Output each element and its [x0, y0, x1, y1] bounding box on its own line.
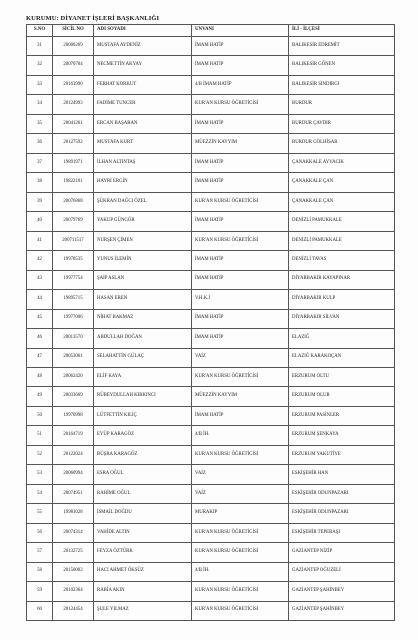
cell-name: ŞÜKRAN DAĞCI ÖZEL	[94, 192, 192, 211]
col-header-name: ADI SOYADI	[94, 25, 192, 37]
cell-sicil: 20070704	[53, 56, 94, 75]
cell-sicil: 20053061	[53, 348, 94, 367]
cell-sicil: 20124993	[53, 95, 94, 114]
cell-title: İMAM HATİP	[192, 270, 289, 289]
cell-title: KUR'AN KURSU ÖĞRETİCİSİ	[192, 582, 289, 601]
cell-sicil: 20076868	[53, 192, 94, 211]
cell-sicil: 19981028	[53, 504, 94, 523]
cell-name: İSMAİL DOĞDU	[94, 504, 192, 523]
cell-name: HASAN EREN	[94, 290, 192, 309]
cell-location: BURDUR	[289, 95, 395, 114]
cell-name: MUSTAFA AYDENİZ	[94, 37, 192, 56]
cell-location: DENİZLİ PAMUKKALE	[289, 212, 395, 231]
cell-location: BALIKESİR GÖNEN	[289, 56, 395, 75]
cell-title: 4/B İMAM HATİP	[192, 75, 289, 94]
cell-sicil: 20074314	[53, 523, 94, 542]
cell-sicil: 20150002	[53, 562, 94, 581]
cell-title: MÜEZZİN KAYYIM	[192, 134, 289, 153]
cell-name: YUNUS İLEMİN	[94, 251, 192, 270]
cell-title: KUR'AN KURSU ÖĞRETİCİSİ	[192, 95, 289, 114]
cell-title: VAİZ	[192, 348, 289, 367]
cell-sno: 45	[27, 309, 53, 328]
cell-name: ŞAİP ASLAN	[94, 270, 192, 289]
table-row	[27, 484, 395, 503]
table-row	[27, 37, 395, 56]
cell-location: ESKİŞEHİR ODUNPAZARI	[289, 504, 395, 523]
table-row	[27, 114, 395, 133]
cell-name: RABİA AKIN	[94, 582, 192, 601]
cell-location: GAZİANTEP OĞUZELİ	[289, 562, 395, 581]
cell-title: İMAM HATİP	[192, 114, 289, 133]
cell-sicil: 20122024	[53, 445, 94, 464]
cell-sno: 38	[27, 173, 53, 192]
cell-location: DENİZLİ PAMUKKALE	[289, 231, 395, 250]
table-row	[27, 329, 395, 348]
cell-title: İMAM HATİP	[192, 329, 289, 348]
cell-sno: 59	[27, 582, 53, 601]
cell-sicil: 20079769	[53, 212, 94, 231]
table-row	[27, 231, 395, 250]
table-body	[27, 37, 395, 621]
cell-title: KUR'AN KURSU ÖĞRETİCİSİ	[192, 367, 289, 386]
personnel-table	[26, 24, 395, 621]
cell-sno: 51	[27, 426, 53, 445]
table-row	[27, 134, 395, 153]
cell-sno: 55	[27, 504, 53, 523]
cell-name: YAKUP GÜNGÖR	[94, 212, 192, 231]
cell-title: KUR'AN KURSU ÖĞRETİCİSİ	[192, 445, 289, 464]
cell-name: RÜBEYDULLAH KIRKINCI	[94, 387, 192, 406]
cell-name: BÜŞRA KARAGÖZ	[94, 445, 192, 464]
table-row	[27, 426, 395, 445]
table-row	[27, 465, 395, 484]
cell-title: VAİZ	[192, 465, 289, 484]
cell-name: NİHAT BAKMAZ	[94, 309, 192, 328]
table-row	[27, 290, 395, 309]
cell-name: NURŞEN ÇİMEN	[94, 231, 192, 250]
cell-sicil: 20013570	[53, 329, 94, 348]
cell-sicil: 19977754	[53, 270, 94, 289]
table-header	[27, 25, 395, 37]
cell-sicil: 20164719	[53, 426, 94, 445]
cell-sno: 33	[27, 75, 53, 94]
cell-name: SELAHATTİN GÜLAÇ	[94, 348, 192, 367]
cell-name: NECMETTİN AKYAY	[94, 56, 192, 75]
cell-sno: 39	[27, 192, 53, 211]
cell-name: FEYZA ÖZTÜRK	[94, 543, 192, 562]
col-header-title: UNVANI	[192, 25, 289, 37]
cell-sno: 31	[27, 37, 53, 56]
table-row	[27, 251, 395, 270]
cell-sno: 41	[27, 231, 53, 250]
cell-location: ERZURUM OLTU	[289, 367, 395, 386]
cell-sicil: 20132725	[53, 543, 94, 562]
cell-location: DENİZLİ TAVAS	[289, 251, 395, 270]
col-header-sicil: SİCİL NO	[53, 25, 94, 37]
cell-title: İMAM HATİP	[192, 406, 289, 425]
cell-sicil: 19977006	[53, 309, 94, 328]
cell-location: ÇANAKKALE ÇAN	[289, 192, 395, 211]
table-row	[27, 562, 395, 581]
cell-name: İLHAN ALTINTAŞ	[94, 153, 192, 172]
table-row	[27, 173, 395, 192]
table-row	[27, 192, 395, 211]
cell-sno: 35	[27, 114, 53, 133]
cell-title: İMAM HATİP	[192, 212, 289, 231]
cell-sno: 32	[27, 56, 53, 75]
cell-location: DİYARBAKIR KAYAPINAR	[289, 270, 395, 289]
cell-sno: 60	[27, 601, 53, 620]
cell-sicil: 19970998	[53, 406, 94, 425]
cell-sno: 43	[27, 270, 53, 289]
cell-title: İMAM HATİP	[192, 309, 289, 328]
cell-title: V.H.K.İ	[192, 290, 289, 309]
cell-name: ESRA OĞUL	[94, 465, 192, 484]
cell-location: ESKİŞEHİR HAN	[289, 465, 395, 484]
col-header-location: İLİ - İLÇESİ	[289, 25, 395, 37]
cell-title: KUR'AN KURSU ÖĞRETİCİSİ	[192, 543, 289, 562]
cell-location: ELAZIĞ KARAKOÇAN	[289, 348, 395, 367]
cell-location: ERZURUM OLUR	[289, 387, 395, 406]
institution-heading: KURUMU: DİYANET İŞLERİ BAŞKANLIĞI	[26, 15, 160, 22]
cell-sicil: 20127592	[53, 134, 94, 153]
cell-location: DİYARBAKIR KULP	[289, 290, 395, 309]
cell-location: BALIKESİR EDREMİT	[289, 37, 395, 56]
cell-title: İMAM HATİP	[192, 173, 289, 192]
cell-location: DİYARBAKIR SİLVAN	[289, 309, 395, 328]
cell-sicil: 20074951	[53, 484, 94, 503]
cell-sno: 48	[27, 367, 53, 386]
cell-sicil: 19822101	[53, 173, 94, 192]
table-row	[27, 212, 395, 231]
cell-location: ERZURUM PASİNLER	[289, 406, 395, 425]
cell-title: MURAKIP	[192, 504, 289, 523]
cell-location: GAZİANTEP NİZİP	[289, 543, 395, 562]
header-row	[27, 25, 395, 37]
table-row	[27, 309, 395, 328]
cell-title: 4/B İH.	[192, 562, 289, 581]
table-row	[27, 56, 395, 75]
cell-sicil: 19891971	[53, 153, 94, 172]
cell-sno: 54	[27, 484, 53, 503]
cell-sno: 34	[27, 95, 53, 114]
cell-name: FERHAT KORKUT	[94, 75, 192, 94]
cell-sno: 52	[27, 445, 53, 464]
cell-title: KUR'AN KURSU ÖĞRETİCİSİ	[192, 523, 289, 542]
cell-sno: 49	[27, 387, 53, 406]
cell-sicil: 20124454	[53, 601, 94, 620]
cell-location: ÇANAKKALE ÇAN	[289, 173, 395, 192]
cell-title: İMAM HATİP	[192, 153, 289, 172]
cell-name: FADİME TUNCER	[94, 95, 192, 114]
cell-location: BALIKESİR SINDIRGI	[289, 75, 395, 94]
cell-location: GAZİANTEP ŞAHİNBEY	[289, 601, 395, 620]
table-row	[27, 348, 395, 367]
cell-name: HACI AHMET ÖKSÜZ	[94, 562, 192, 581]
cell-location: ELAZIĞ	[289, 329, 395, 348]
cell-sicil: 20033669	[53, 387, 94, 406]
cell-name: RAHİME OĞUL	[94, 484, 192, 503]
cell-location: BURDUR ÇAVDIR	[289, 114, 395, 133]
cell-name: ŞULE YILMAZ	[94, 601, 192, 620]
cell-title: VAİZ	[192, 484, 289, 503]
col-header-sno: S.NO	[27, 25, 53, 37]
cell-sno: 56	[27, 523, 53, 542]
cell-sicil: 20041261	[53, 114, 94, 133]
cell-location: ESKİŞEHİR ODUNPAZARI	[289, 484, 395, 503]
table-row	[27, 445, 395, 464]
table-row	[27, 582, 395, 601]
table-row	[27, 387, 395, 406]
cell-sno: 40	[27, 212, 53, 231]
table-row	[27, 270, 395, 289]
cell-title: İMAM HATİP	[192, 251, 289, 270]
cell-sicil: 20060994	[53, 465, 94, 484]
cell-name: LÜTFETTİN KILIÇ	[94, 406, 192, 425]
table-row	[27, 406, 395, 425]
cell-title: 4/B İH.	[192, 426, 289, 445]
cell-title: KUR'AN KURSU ÖĞRETİCİSİ	[192, 231, 289, 250]
cell-location: ERZURUM YAKUTİYE	[289, 445, 395, 464]
cell-sicil: 20102364	[53, 582, 94, 601]
cell-location: GAZİANTEP ŞAHİNBEY	[289, 582, 395, 601]
cell-location: ERZURUM ŞENKAYA	[289, 426, 395, 445]
cell-sno: 58	[27, 562, 53, 581]
cell-sno: 44	[27, 290, 53, 309]
table-row	[27, 153, 395, 172]
cell-sicil: 19978535	[53, 251, 94, 270]
cell-name: HAYRİ ERGİN	[94, 173, 192, 192]
cell-sno: 53	[27, 465, 53, 484]
cell-sno: 47	[27, 348, 53, 367]
table-row	[27, 504, 395, 523]
cell-title: İMAM HATİP	[192, 37, 289, 56]
cell-sno: 37	[27, 153, 53, 172]
cell-name: ERCAN BAŞARAN	[94, 114, 192, 133]
cell-sicil: 19895715	[53, 290, 94, 309]
cell-name: EYÜP KARAGÖZ	[94, 426, 192, 445]
cell-sno: 36	[27, 134, 53, 153]
table-row	[27, 95, 395, 114]
table-row	[27, 75, 395, 94]
table-row	[27, 523, 395, 542]
cell-name: ABDULLAH DOĞAN	[94, 329, 192, 348]
cell-title: KUR'AN KURSU ÖĞRETİCİSİ	[192, 192, 289, 211]
cell-sno: 42	[27, 251, 53, 270]
cell-sicil: 20000269	[53, 37, 94, 56]
table-row	[27, 543, 395, 562]
cell-sno: 50	[27, 406, 53, 425]
cell-sno: 46	[27, 329, 53, 348]
cell-name: ELİF KAYA	[94, 367, 192, 386]
cell-location: ESKİŞEHİR TEPEBAŞI	[289, 523, 395, 542]
cell-name: VAHİDE ALTIN	[94, 523, 192, 542]
cell-title: MÜEZZİN KAYYIM	[192, 387, 289, 406]
cell-sicil: 20163990	[53, 75, 94, 94]
cell-title: KUR'AN KURSU ÖĞRETİCİSİ	[192, 601, 289, 620]
cell-title: İMAM HATİP	[192, 56, 289, 75]
cell-location: BURDUR GÖLHİSAR	[289, 134, 395, 153]
table-row	[27, 601, 395, 620]
cell-sicil: 200711517	[53, 231, 94, 250]
cell-name: MUSTAFA KURT	[94, 134, 192, 153]
table-row	[27, 367, 395, 386]
cell-location: ÇANAKKALE AYVACIK	[289, 153, 395, 172]
cell-sicil: 20062420	[53, 367, 94, 386]
cell-sno: 57	[27, 543, 53, 562]
